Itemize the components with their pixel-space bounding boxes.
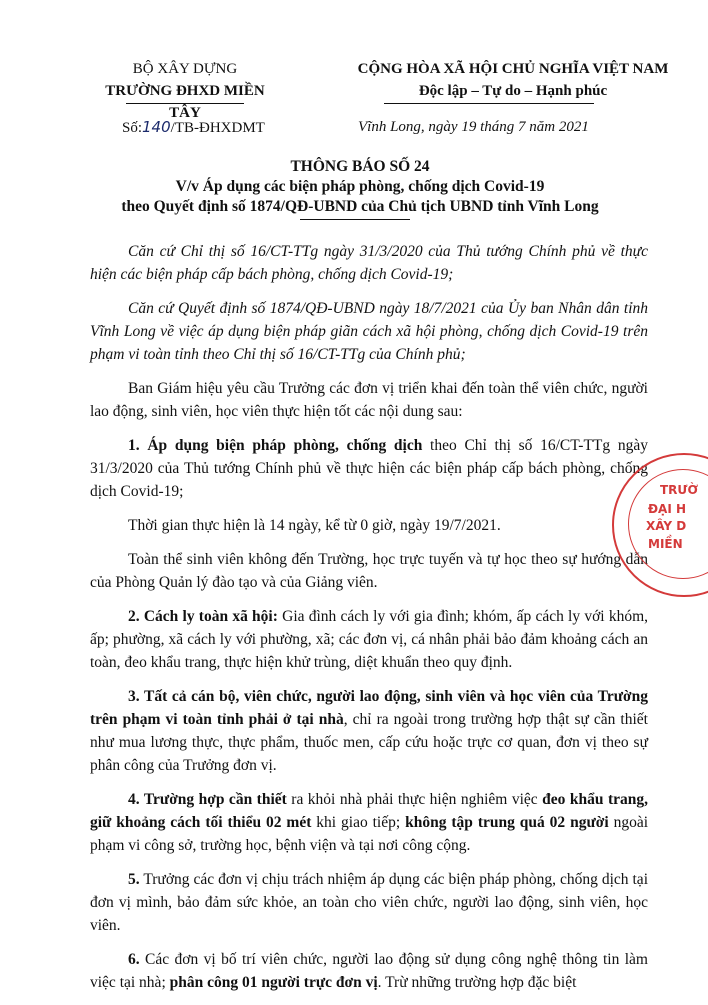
seal-text-4: MIỀN <box>648 537 683 551</box>
item-4-text-1: ra khỏi nhà phải thực hiện nghiêm việc <box>286 791 543 808</box>
doc-number-prefix: Số: <box>122 120 143 136</box>
item-1-students: Toàn thể sinh viên không đến Trường, học trực tuyến và tự học theo sự hướng dẫn của Phòng Quản lý đào tạo và của Giảng viên. <box>90 551 648 591</box>
ministry-name: BỘ XÂY DỰNG <box>132 61 238 77</box>
item-5-heading: 5. <box>128 871 140 888</box>
item-6-text-2: . Trừ những trường hợp đặc biệt <box>377 974 577 991</box>
item-4-text-2: khi giao tiếp; <box>311 814 406 831</box>
national-motto: Độc lập – Tự do – Hạnh phúc <box>418 83 608 99</box>
item-6-heading: 6. <box>128 951 140 968</box>
item-1-heading: 1. Áp dụng biện pháp phòng, chống dịch <box>128 437 423 454</box>
intro-paragraph: Ban Giám hiệu yêu cầu Trưởng các đơn vị triển khai đến toàn thể viên chức, người lao động, sinh viên, học viên thực hiện tốt các nội dung sau: <box>90 380 648 420</box>
notice-body <box>90 240 648 1005</box>
doc-number-handwritten: 140 <box>142 118 171 136</box>
seal-text-1: TRƯỜ <box>660 483 698 497</box>
item-1-duration: Thời gian thực hiện là 14 ngày, kể từ 0 giờ, ngày 19/7/2021. <box>128 517 501 534</box>
notice-title-line1: THÔNG BÁO SỐ 24 <box>290 158 430 175</box>
item-6-emphasis: phân công 01 người trực đơn vị <box>169 974 378 991</box>
item-5 <box>90 868 648 937</box>
place-date-line: Vĩnh Long, ngày 19 tháng 7 năm 2021 <box>358 119 589 135</box>
notice-title <box>90 157 630 217</box>
item-3-heading: 3. Tất cả cán bộ, viên chức, người lao động, sinh viên và học viên của Trường trên phạm vi toàn tỉnh phải ở tại nhà <box>90 688 648 728</box>
item-2-heading: 2. Cách ly toàn xã hội: <box>128 608 278 625</box>
item-5-text: Trưởng các đơn vị chịu trách nhiệm áp dụng các biện pháp phòng, chống dịch tại đơn vị mình, bảo đảm sức khỏe, an toàn cho viên chức, người lao động, sinh viên, học viên. <box>90 871 648 934</box>
school-name: TRƯỜNG ĐHXD MIỀN TÂY <box>105 83 265 121</box>
item-4-text-3: ngoài phạm vi công sở, trường học, bệnh viện và tại nơi công cộng. <box>90 814 649 854</box>
legal-basis-2: Căn cứ Quyết định số 1874/QĐ-UBND ngày 18/7/2021 của Ủy ban Nhân dân tỉnh Vĩnh Long về việc áp dụng biện pháp giãn cách xã hội phòng, chống dịch Covid-19 trên phạm vi toàn tỉnh theo Chỉ thị số 16/CT-TTg của Chính phủ; <box>90 300 648 363</box>
item-1-text: theo Chỉ thị số 16/CT-TTg ngày 31/3/2020 của Thủ tướng Chính phủ về thực hiện các biện pháp cấp bách phòng, chống dịch Covid-19; <box>90 437 648 500</box>
item-2 <box>90 605 648 674</box>
notice-subject-line2: theo Quyết định số 1874/QĐ-UBND của Chủ tịch UBND tỉnh Vĩnh Long <box>121 198 599 215</box>
doc-number-suffix: /TB-ĐHXDMT <box>170 120 265 136</box>
item-1 <box>90 434 648 503</box>
item-4-emphasis-1: đeo khẩu trang, giữ khoảng cách tối thiểu 02 mét <box>90 791 648 831</box>
national-heading <box>328 58 698 102</box>
legal-basis-1: Căn cứ Chỉ thị số 16/CT-TTg ngày 31/3/2020 của Thủ tướng Chính phủ về thực hiện các biện pháp cấp bách phòng, chống dịch Covid-19; <box>90 243 648 283</box>
notice-subject-line1: V/v Áp dụng các biện pháp phòng, chống dịch Covid-19 <box>175 178 545 195</box>
motto-underline <box>384 103 594 104</box>
issuer-block <box>90 58 280 124</box>
document-number <box>122 117 265 138</box>
seal-text-3: XÂY D <box>646 519 687 533</box>
item-6 <box>90 948 648 994</box>
issuer-underline <box>126 103 244 104</box>
item-4-heading: 4. Trường hợp cần thiết <box>128 791 287 808</box>
item-4-emphasis-2: không tập trung quá 02 người <box>405 814 609 831</box>
item-6-text-1: Các đơn vị bố trí viên chức, người lao động sử dụng công nghệ thông tin làm việc tại nhà; <box>90 951 648 991</box>
nation-name: CỘNG HÒA XÃ HỘI CHỦ NGHĨA VIỆT NAM <box>357 61 669 77</box>
item-2-text: Gia đình cách ly với gia đình; khóm, ấp cách ly với khóm, ấp; phường, xã cách ly với phường, xã; các đơn vị, cá nhân phải bảo đảm khoảng cách an toàn, đeo khẩu trang, thực hiện khử trùng, diệt khuẩn theo quy định. <box>90 608 649 671</box>
item-3-text: , chỉ ra ngoài trong trường hợp thật sự cần thiết như mua lương thực, thực phẩm, thuốc men, cấp cứu hoặc trực cơ quan, đơn vị theo sự phân công của Trưởng đơn vị. <box>90 711 648 774</box>
seal-text-2: ĐẠI H <box>648 502 687 516</box>
item-3 <box>90 685 648 777</box>
item-4 <box>90 788 648 857</box>
title-underline <box>300 219 410 220</box>
